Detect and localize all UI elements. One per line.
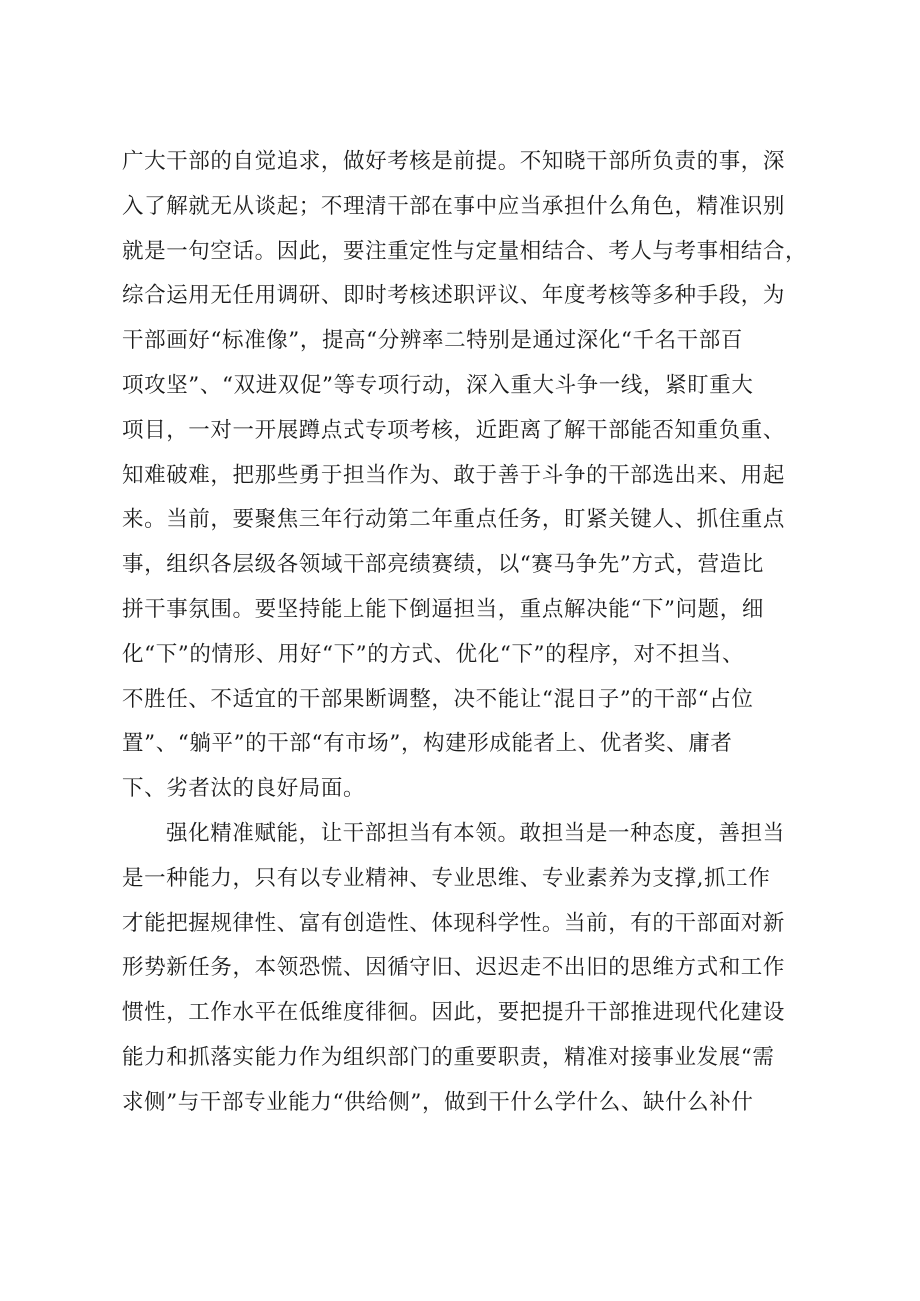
- paragraph-line: 项目，一对一开展蹲点式专项考核，近距离了解干部能否知重负重、: [122, 417, 786, 443]
- paragraph-line: 能力和抓落实能力作为组织部门的重要职责，精准对接事业发展“需: [122, 1044, 775, 1070]
- paragraph-line: 入了解就无从谈起；不理清干部在事中应当承担什么角色，精准识别: [122, 193, 786, 219]
- paragraph-line: 下、劣者汰的良好局面。: [122, 776, 366, 802]
- paragraph-line: 求侧”与干部专业能力“供给侧”，做到干什么学什么、缺什么补什: [122, 1089, 754, 1115]
- paragraph-line: 综合运用无任用调研、即时考核述职评议、年度考核等多种手段，为: [122, 283, 786, 309]
- document-body: [122, 140, 822, 1126]
- paragraph-line: 惯性，工作水平在低维度徘徊。因此，要把提升干部推进现代化建设: [122, 1000, 786, 1026]
- paragraph-line: 置”、“躺平”的干部“有市场”，构建形成能者上、优者奖、庸者: [122, 731, 733, 757]
- paragraph-line: 干部画好“标准像”，提高“分辨率二特别是通过深化“千名干部百: [122, 328, 743, 354]
- paragraph-line: 强化精准赋能，让干部担当有本领。敢担当是一种态度，善担当: [166, 820, 785, 846]
- paragraph-1: [122, 140, 822, 812]
- paragraph-line: 广大干部的自觉追求，做好考核是前提。不知晓干部所负责的事，深: [122, 149, 786, 174]
- paragraph-line: 化“下”的情形、用好“下”的方式、优化“下”的程序，对不担当、: [122, 641, 745, 667]
- paragraph-line: 是一种能力，只有以专业精神、专业思维、专业素养为支撑,抓工作: [122, 865, 771, 891]
- paragraph-line: 形势新任务，本领恐慌、因循守旧、迟迟走不出旧的思维方式和工作: [122, 955, 786, 981]
- paragraph-line: 才能把握规律性、富有创造性、体现科学性。当前，有的干部面对新: [122, 910, 786, 936]
- paragraph-line: 知难破难，把那些勇于担当作为、敢于善于斗争的干部选出来、用起: [122, 462, 786, 488]
- paragraph-line: 来。当前，要聚焦三年行动第二年重点任务，盯紧关键人、抓住重点: [122, 507, 786, 533]
- paragraph-line: 就是一句空话。因此，要注重定性与定量相结合、考人与考事相结合，: [122, 238, 808, 264]
- paragraph-line: 事，组织各层级各领域干部亮绩赛绩，以“赛马争先”方式，营造比: [122, 552, 764, 578]
- paragraph-line: 拼干事氛围。要坚持能上能下倒逼担当，重点解决能“下”问题，细: [122, 596, 764, 622]
- paragraph-2: [122, 812, 822, 1126]
- paragraph-line: 不胜任、不适宜的干部果断调整，决不能让“混日子”的干部“占位: [122, 686, 754, 712]
- paragraph-line: 项攻坚”、“双进双促”等专项行动，深入重大斗争一线，紧盯重大: [122, 372, 754, 398]
